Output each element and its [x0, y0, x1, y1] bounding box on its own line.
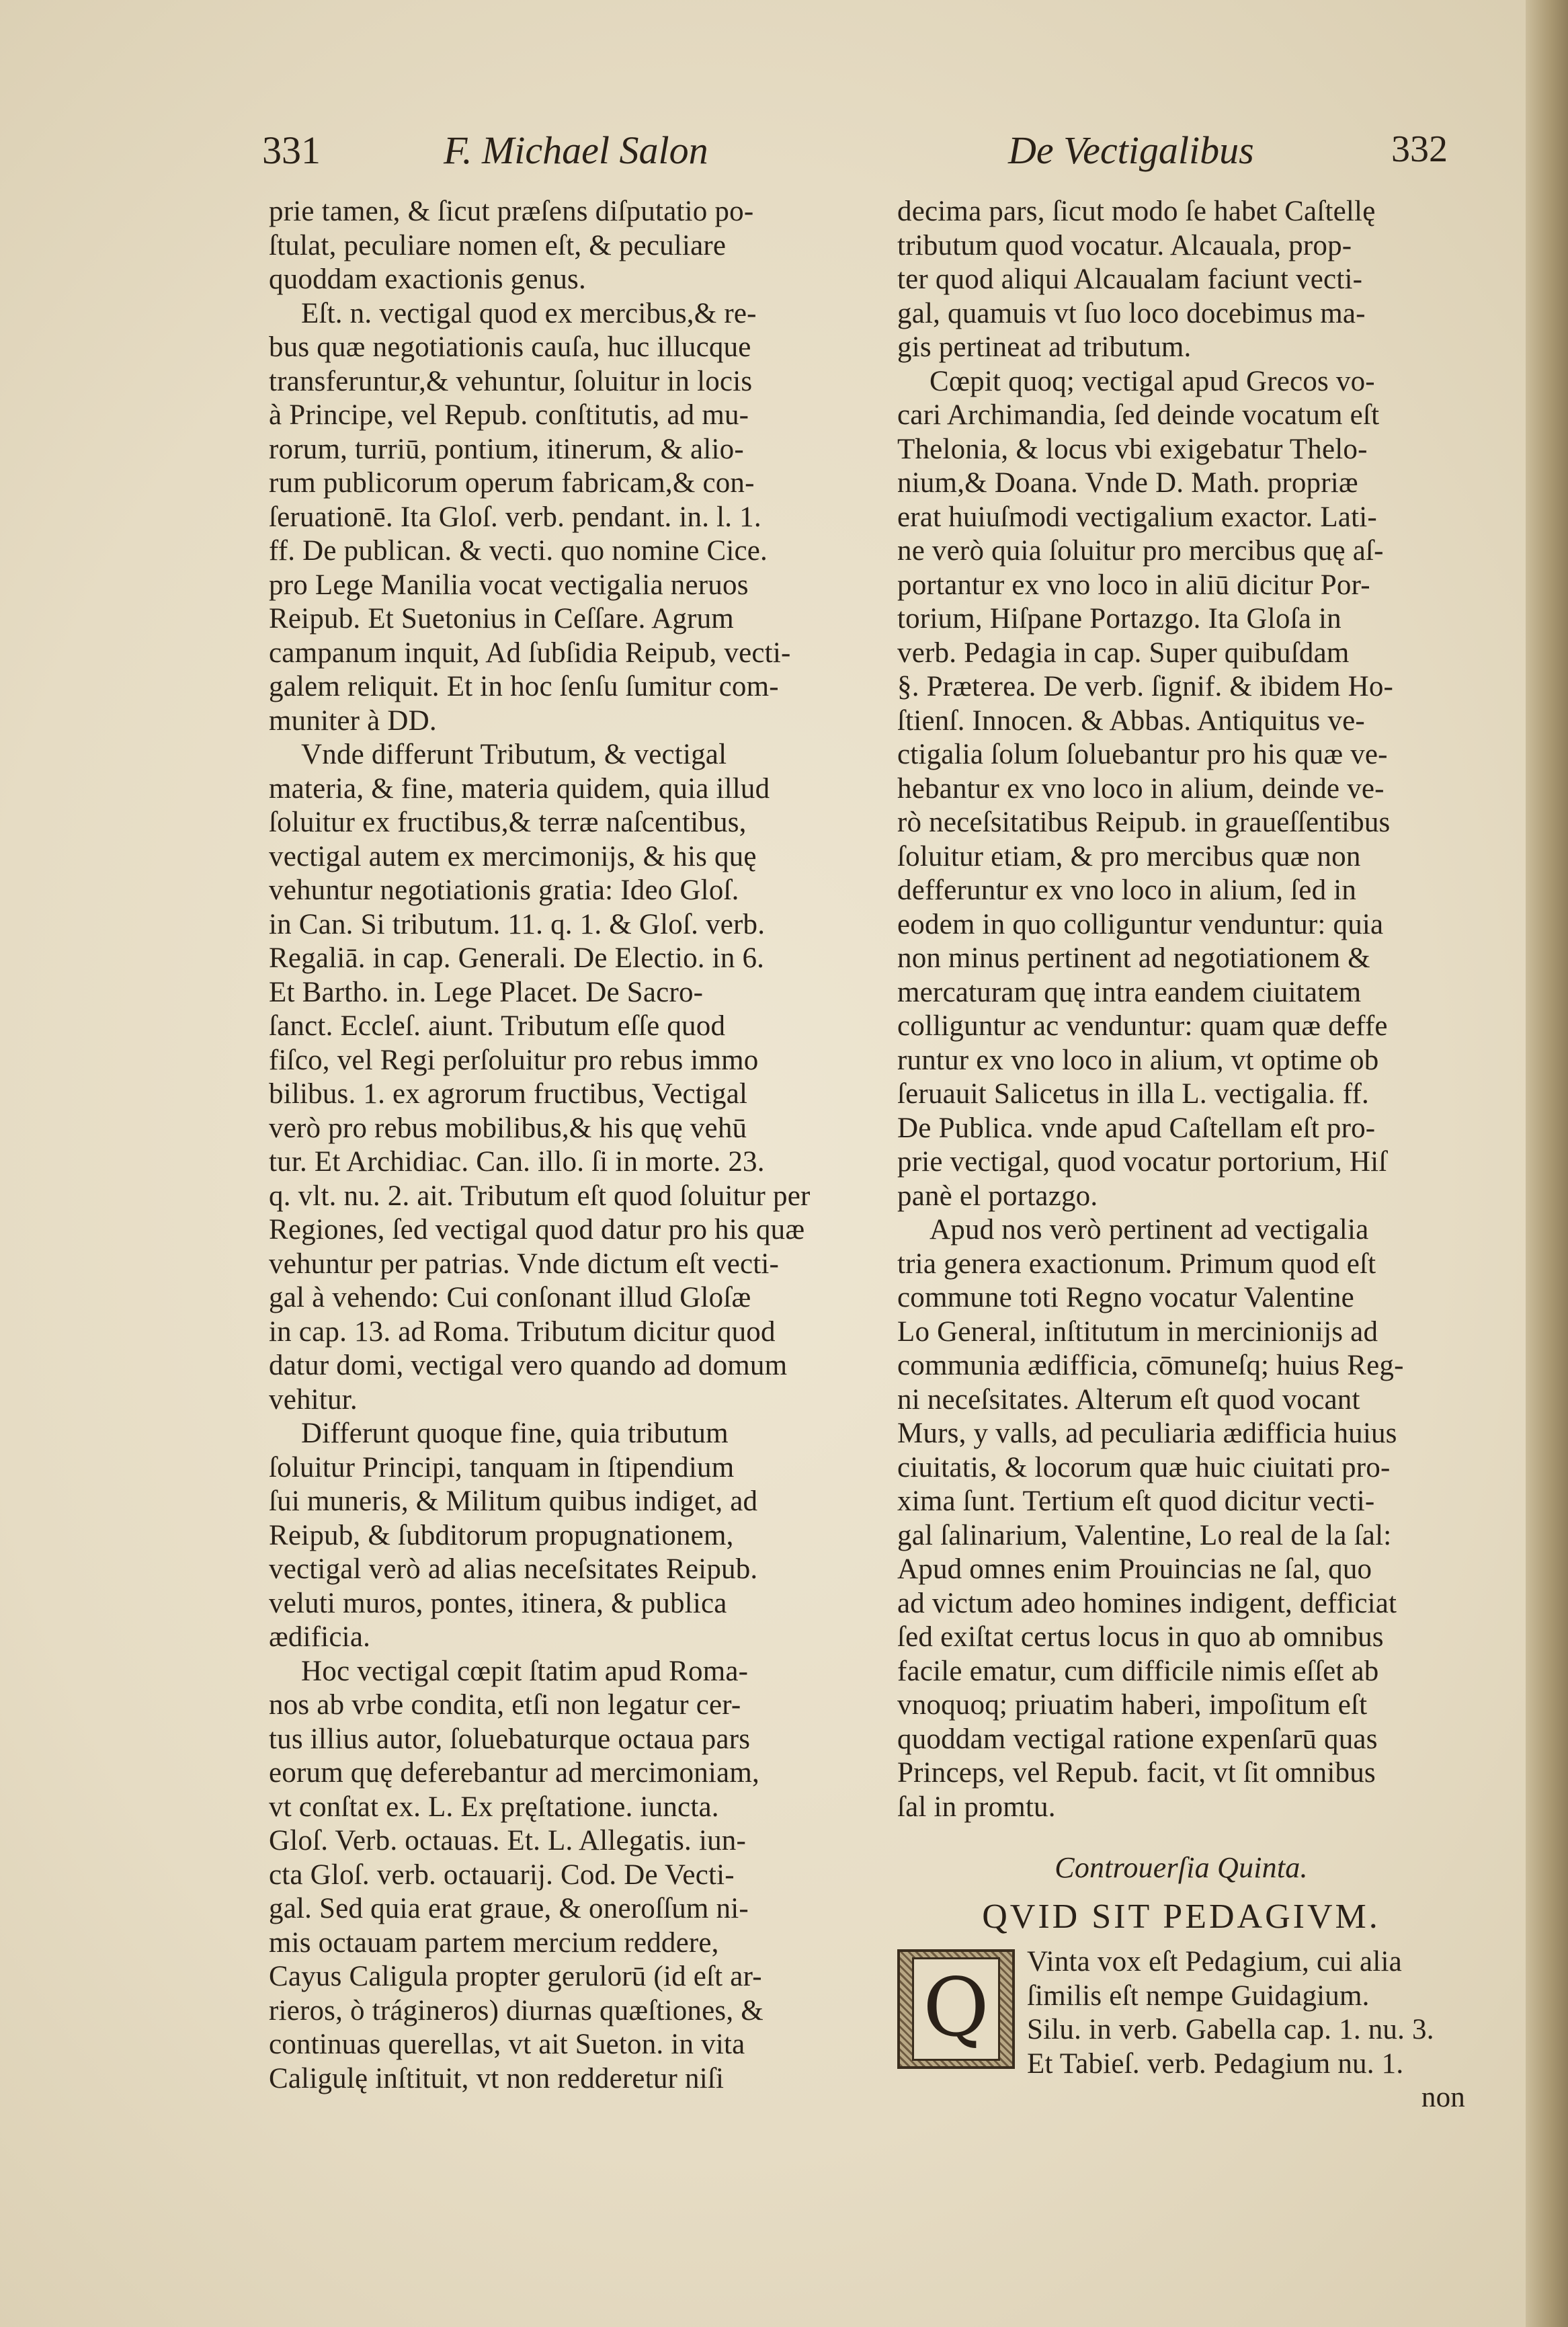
text-line: hebantur ex vno loco in alium, deinde ve-	[897, 772, 1385, 805]
text-line: rieros, ò trágineros) diurnas quæſtiones, &	[269, 1994, 764, 2027]
text-line: vehuntur negotiationis gratia: Ideo Gloſ.	[269, 874, 739, 906]
text-line: bus quæ negotiationis cauſa, huc illucque	[269, 331, 751, 363]
text-line: Eſt. n. vectigal quod ex mercibus,& re-	[301, 297, 757, 329]
text-line: ſoluitur etiam, & pro mercibus quæ non	[897, 840, 1361, 872]
text-line: veluti muros, pontes, itinera, & publica	[269, 1587, 727, 1619]
text-line: erat huiuſmodi vectigalium exactor. Lati-	[897, 501, 1377, 533]
text-line: Reipub. Et Suetonius in Ceſſare. Agrum	[269, 603, 734, 635]
text-line: quoddam vectigal ratione expenſarū quas	[897, 1723, 1378, 1755]
text-line: ad victum adeo homines indigent, defficiat	[897, 1587, 1397, 1619]
text-line: continuas querellas, vt ait Sueton. in vita	[269, 2029, 745, 2060]
text-line: Vnde differunt Tributum, & vectigal	[301, 739, 727, 770]
text-line: ſtulat, peculiare nomen eſt, & peculiare	[269, 229, 727, 261]
text-line: Murs, y valls, ad peculiaria ædifficia huius	[897, 1418, 1397, 1449]
text-line: Princeps, vel Repub. facit, vt ſit omnibus	[897, 1757, 1376, 1789]
text-line: panè el portazgo.	[897, 1180, 1098, 1212]
text-line: Cœpit quoq; vectigal apud Grecos vo-	[930, 365, 1375, 397]
text-line: ne verò quia ſoluitur pro mercibus quę aſ-	[897, 535, 1384, 567]
text-line: ter quod aliqui Alcaualam faciunt vecti-	[897, 263, 1363, 295]
text-line: decima pars, ſicut modo ſe habet Caſtellę	[897, 196, 1376, 227]
controversia-label: Controuerſia Quinta.	[1055, 1851, 1308, 1884]
text-line: campanum inquit, Ad ſubſidia Reipub, vecti-	[269, 637, 791, 669]
text-line: Apud nos verò pertinent ad vectigalia	[930, 1214, 1369, 1246]
text-line: commune toti Regno vocatur Valentine	[897, 1282, 1354, 1313]
dropcap-text-line: ſimilis eſt nempe Guidagium.	[1027, 1979, 1370, 2012]
text-line: §. Præterea. De verb. ſignif. & ibidem Ho-	[897, 671, 1394, 702]
text-line: ſoluitur Principi, tanquam in ſtipendium	[269, 1451, 735, 1483]
text-line: in Can. Si tributum. 11. q. 1. & Gloſ. verb.	[269, 908, 766, 940]
decorated-initial-letter: Q	[912, 1957, 1000, 2061]
text-line: portantur ex vno loco in aliū dicitur Por-	[897, 569, 1370, 601]
text-line: gis pertineat ad tributum.	[897, 331, 1192, 363]
text-line: runtur ex vno loco in alium, vt optime ob	[897, 1044, 1379, 1076]
text-line: q. vlt. nu. 2. ait. Tributum eſt quod ſoluitur per	[269, 1180, 811, 1212]
text-line: De Publica. vnde apud Caſtellam eſt pro-	[897, 1112, 1376, 1144]
text-line: galem reliquit. Et in hoc ſenſu ſumitur com-	[269, 671, 779, 702]
text-line: tur. Et Archidiac. Can. illo. ſi in morte. 23.	[269, 1146, 765, 1178]
text-line: gal ſalinarium, Valentine, Lo real de la ſal:	[897, 1519, 1392, 1551]
text-line: tria genera exactionum. Primum quod eſt	[897, 1248, 1376, 1280]
text-line: rò neceſsitatibus Reipub. in graueſſentibus	[897, 807, 1391, 838]
text-line: communia ædifficia, cōmuneſq; huius Reg-	[897, 1350, 1404, 1381]
right-text-column	[897, 195, 1465, 2115]
text-line: torium, Hiſpane Portazgo. Ita Gloſa in	[897, 603, 1342, 635]
text-line: Lo General, inſtitutum in mercinionijs ad	[897, 1315, 1378, 1348]
text-line: vnoquoq; priuatim haberi, impoſitum eſt	[897, 1689, 1368, 1721]
text-line: ædificia.	[269, 1621, 371, 1653]
text-line: mis octauam partem mercium reddere,	[269, 1926, 719, 1959]
running-author: F. Michael Salon	[444, 128, 708, 172]
text-line: mercaturam quę intra eandem ciuitatem	[897, 976, 1362, 1008]
text-line: ſed exiſtat certus locus in quo ab omnibus	[897, 1621, 1384, 1653]
text-line: cari Archimandia, ſed deinde vocatum eſt	[897, 399, 1380, 431]
text-line: ſeruauit Salicetus in illa L. vectigalia. ff.	[897, 1078, 1369, 1110]
text-line: rorum, turriū, pontium, itinerum, & alio-	[269, 433, 744, 465]
text-line: Regaliā. in cap. Generali. De Electio. in 6.	[269, 942, 765, 974]
text-line: à Principe, vel Repub. conſtitutis, ad mu-	[269, 399, 749, 431]
text-line: ſeruationē. Ita Gloſ. verb. pendant. in. l. 1.	[269, 501, 761, 533]
text-line: Regiones, ſed vectigal quod datur pro his quæ	[269, 1214, 805, 1246]
dropcap-text-line: Vinta vox eſt Pedagium, cui alia	[1027, 1946, 1402, 1977]
text-line: ni neceſsitates. Alterum eſt quod vocant	[897, 1383, 1360, 1416]
text-line: gal, quamuis vt ſuo loco docebimus ma-	[897, 297, 1366, 329]
text-line: ſtienſ. Innocen. & Abbas. Antiquitus ve-	[897, 704, 1365, 737]
text-line: rum publicorum operum fabricam,& con-	[269, 467, 755, 499]
text-line: in cap. 13. ad Roma. Tributum dicitur quod	[269, 1315, 776, 1348]
text-line: fiſco, vel Regi perſoluitur pro rebus immo	[269, 1044, 759, 1076]
text-line: Gloſ. Verb. octauas. Et. L. Allegatis. iun-	[269, 1825, 747, 1856]
left-page-number: 331	[262, 128, 321, 172]
text-line: ctigalia ſolum ſoluebantur pro his quæ ve-	[897, 739, 1388, 770]
text-line: Reipub, & ſubditorum propugnationem,	[269, 1519, 734, 1551]
text-line: transferuntur,& vehuntur, ſoluitur in locis	[269, 365, 753, 397]
text-line: defferuntur ex vno loco in alium, ſed in	[897, 874, 1357, 906]
text-line: quoddam exactionis genus.	[269, 263, 586, 295]
page-gutter	[1526, 0, 1568, 2327]
text-line: Apud omnes enim Prouincias ne ſal, quo	[897, 1553, 1372, 1585]
text-line: Thelonia, & locus vbi exigebatur Thelo-	[897, 433, 1368, 465]
text-line: tributum quod vocatur. Alcauala, prop-	[897, 229, 1352, 261]
text-line: pro Lege Manilia vocat vectigalia neruos	[269, 569, 749, 601]
text-line: bilibus. 1. ex agrorum fructibus, Vectigal	[269, 1078, 748, 1110]
text-line: eorum quę deferebantur ad mercimoniam,	[269, 1757, 759, 1789]
text-line: nos ab vrbe condita, etſi non legatur cer-	[269, 1689, 741, 1721]
section-heading: QVID SIT PEDAGIVM.	[982, 1897, 1380, 1936]
text-line: Et Bartho. in. Lege Placet. De Sacro-	[269, 976, 704, 1008]
text-line: xima ſunt. Tertium eſt quod dicitur vecti-	[897, 1485, 1375, 1517]
text-line: vectigal verò ad alias neceſsitates Reipub.	[269, 1553, 758, 1585]
text-line: verb. Pedagia in cap. Super quibuſdam	[897, 637, 1350, 669]
text-line: ſanct. Eccleſ. aiunt. Tributum eſſe quod	[269, 1010, 726, 1042]
text-line: ſoluitur ex fructibus,& terræ naſcentibus,	[269, 807, 747, 838]
text-line: vt conſtat ex. L. Ex pręſtatione. iuncta.	[269, 1791, 719, 1823]
text-line: prie vectigal, quod vocatur portorium, Hiſ	[897, 1146, 1387, 1178]
text-line: nium,& Doana. Vnde D. Math. propriæ	[897, 467, 1358, 499]
decorated-initial	[897, 1949, 1015, 2069]
text-line: Hoc vectigal cœpit ſtatim apud Roma-	[301, 1655, 749, 1687]
text-line: vehuntur per patrias. Vnde dictum eſt vecti-	[269, 1248, 780, 1280]
text-line: verò pro rebus mobilibus,& his quę vehū	[269, 1112, 747, 1144]
text-line: tus illius autor, ſoluebaturque octaua pars	[269, 1723, 751, 1755]
running-header	[262, 128, 1465, 188]
dropcap-paragraph	[897, 1945, 1465, 2115]
running-title: De Vectigalibus	[1008, 128, 1254, 172]
dropcap-text-line: Et Tabieſ. verb. Pedagium nu. 1.	[1027, 2047, 1404, 2080]
text-line: gal. Sed quia erat graue, & oneroſſum ni-	[269, 1893, 749, 1924]
catchword: non	[1421, 2082, 1465, 2113]
text-line: vehitur.	[269, 1383, 358, 1416]
text-line: ciuitatis, & locorum quæ huic ciuitati pro-	[897, 1451, 1391, 1483]
text-line: Differunt quoque fine, quia tributum	[301, 1418, 729, 1449]
text-line: materia, & fine, materia quidem, quia illud	[269, 772, 770, 805]
text-line: colliguntur ac venduntur: quam quæ deffe	[897, 1010, 1388, 1042]
text-line: ff. De publican. & vecti. quo nomine Cice.	[269, 535, 768, 567]
text-line: Cayus Caligula propter gerulorū (id eſt ar-	[269, 1961, 762, 1992]
text-line: cta Gloſ. verb. octauarij. Cod. De Vecti-	[269, 1859, 735, 1891]
dropcap-text-line: Silu. in verb. Gabella cap. 1. nu. 3.	[1027, 2014, 1434, 2045]
text-line: ſui muneris, & Militum quibus indiget, ad	[269, 1485, 758, 1517]
left-text-column	[269, 195, 830, 2096]
text-line: vectigal autem ex mercimonijs, & his quę	[269, 840, 757, 872]
right-page-number: 332	[1391, 128, 1448, 170]
text-line: datur domi, vectigal vero quando ad domum	[269, 1350, 788, 1381]
text-line: Caligulę inſtituit, vt non redderetur niſi	[269, 2062, 725, 2094]
text-line: non minus pertinent ad negotiationem &	[897, 942, 1370, 974]
text-line: prie tamen, & ſicut præſens diſputatio po-	[269, 196, 754, 227]
right-column-body	[897, 195, 1465, 1824]
text-line: muniter à DD.	[269, 704, 437, 737]
text-line: ſal in promtu.	[897, 1791, 1056, 1823]
text-line: eodem in quo colliguntur venduntur: quia	[897, 908, 1384, 940]
text-line: facile ematur, cum difficile nimis eſſet ab	[897, 1655, 1379, 1687]
text-line: gal à vehendo: Cui conſonant illud Gloſæ	[269, 1282, 751, 1313]
